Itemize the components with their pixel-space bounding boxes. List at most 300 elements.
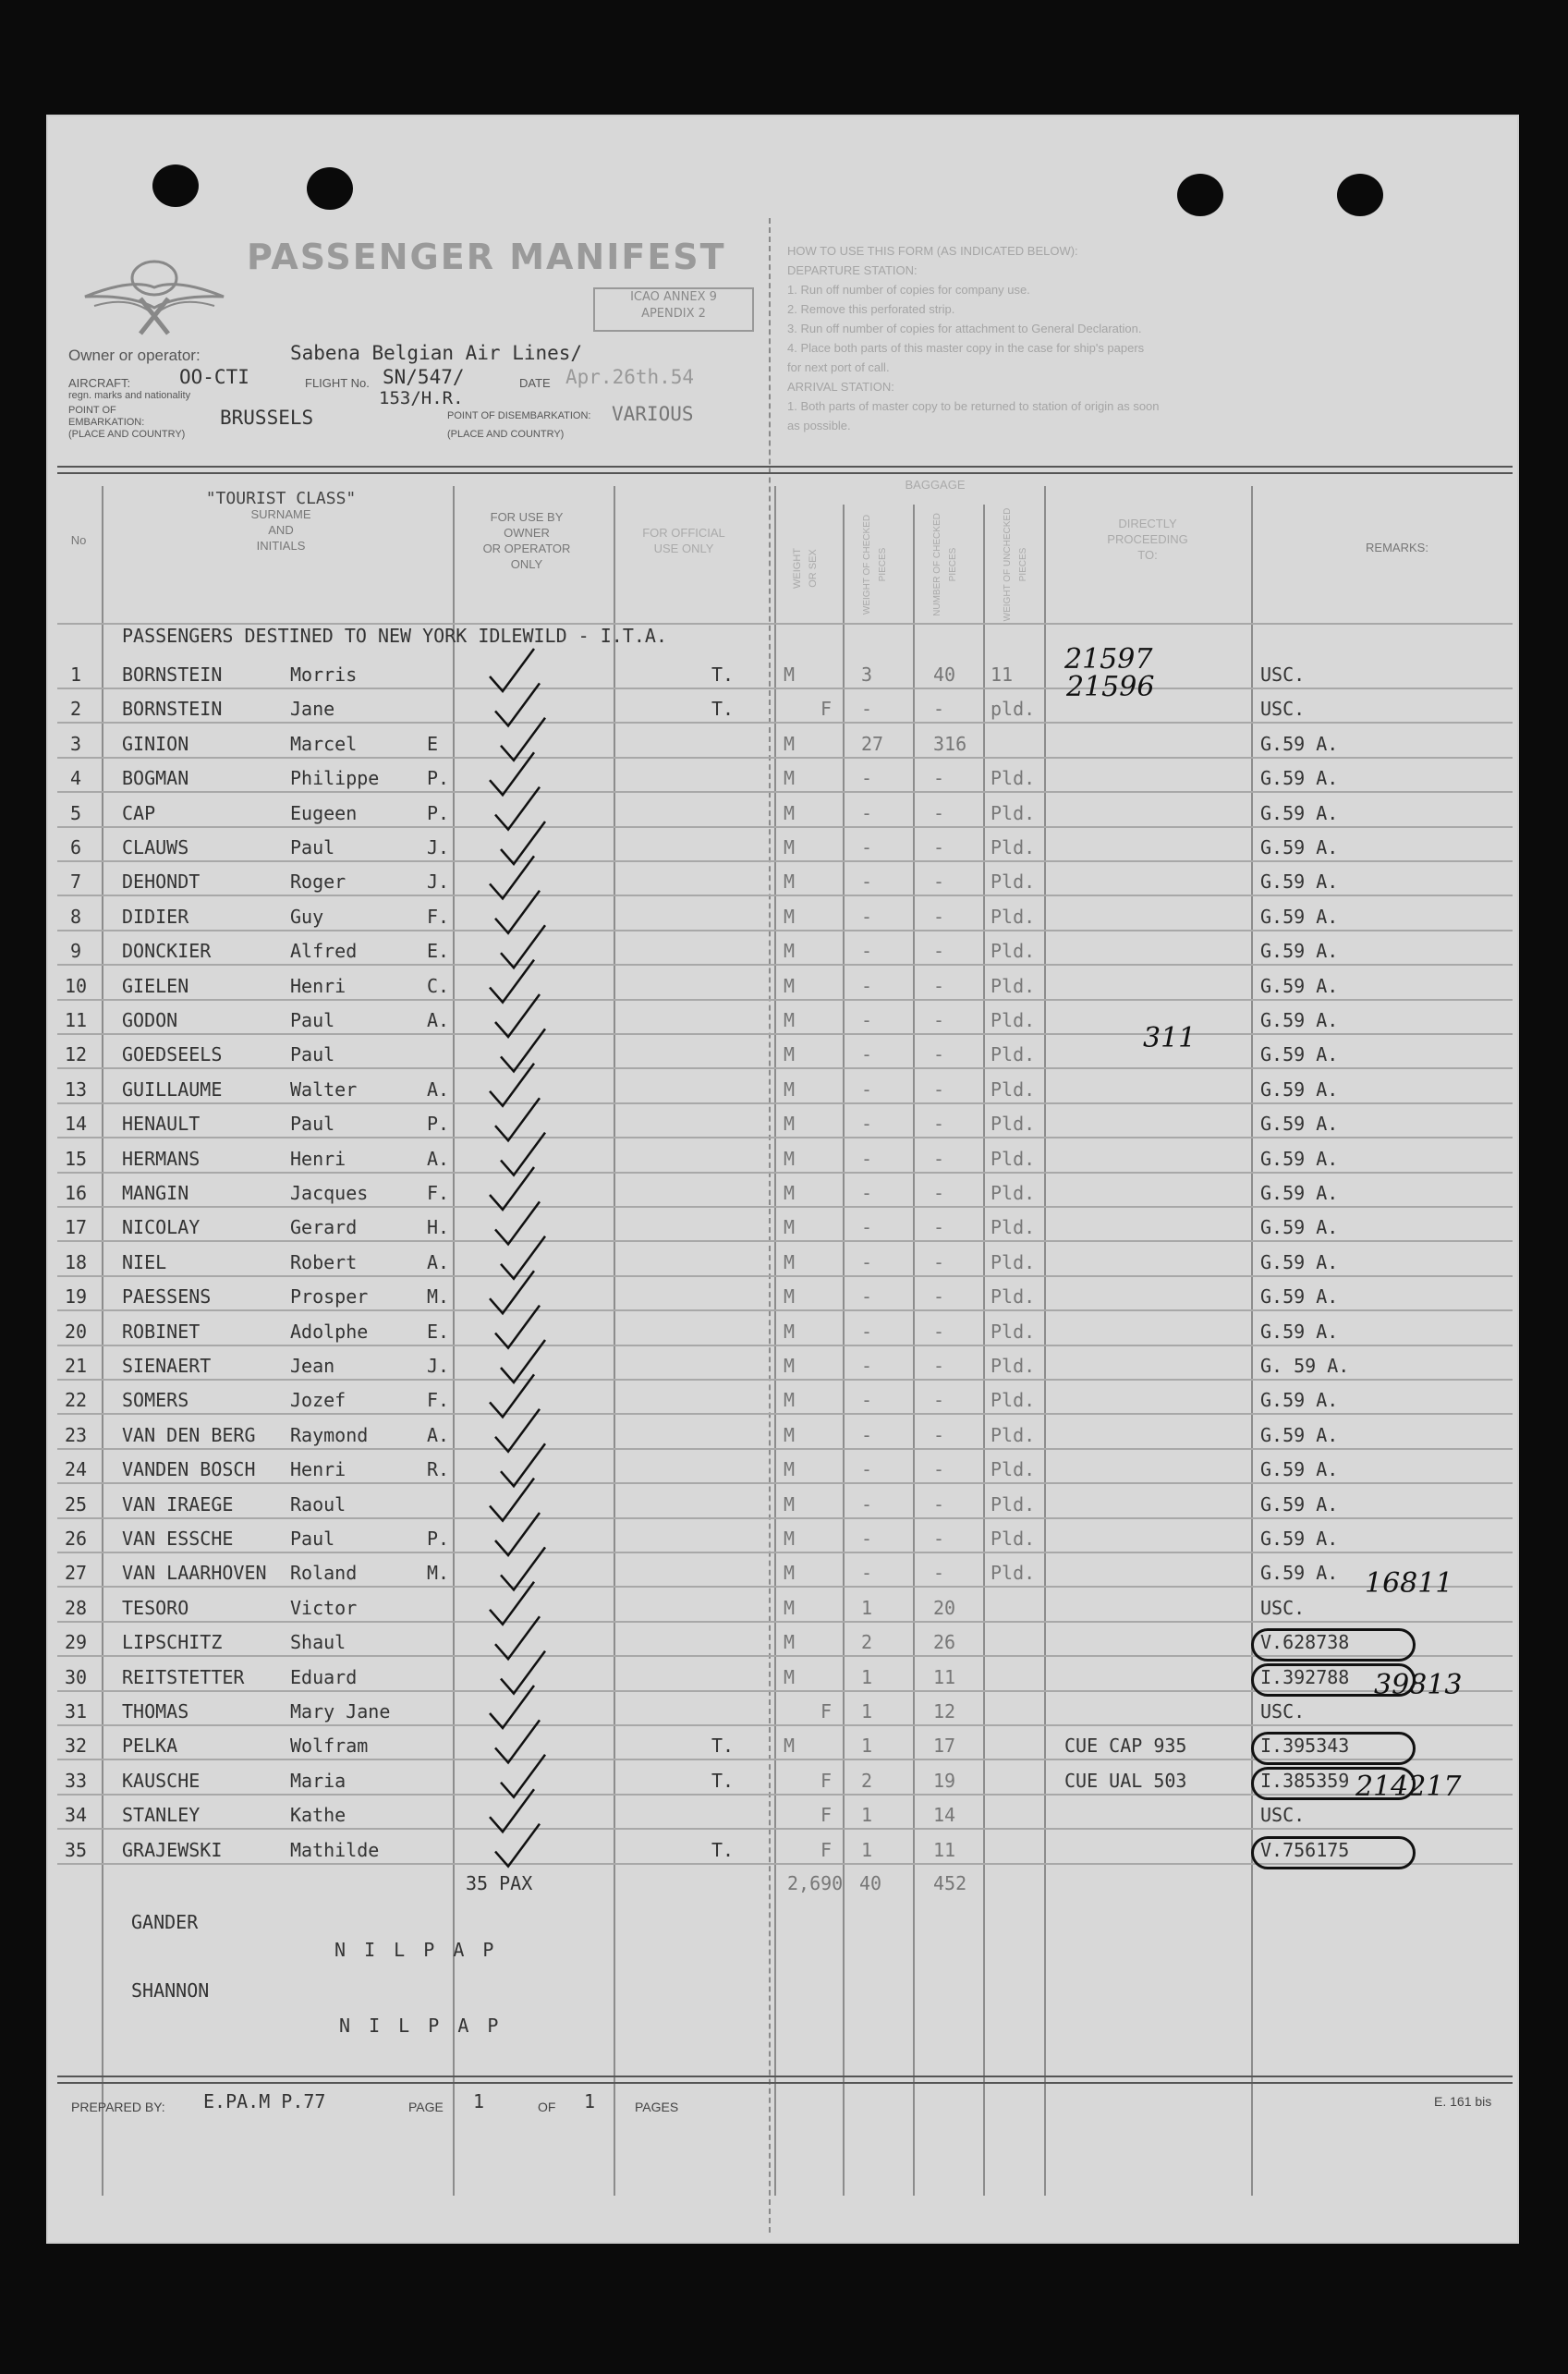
bag-checked: - <box>861 1285 873 1309</box>
remark: G.59 A. <box>1260 1528 1339 1550</box>
prepared-label: PREPARED BY: <box>71 2100 165 2114</box>
bag-unchecked: Pld. <box>991 974 1036 997</box>
passenger-no: 22 <box>64 1389 88 1412</box>
icao-annex-box: ICAO ANNEX 9 APENDIX 2 <box>593 287 754 332</box>
passenger-initial: P. <box>427 1528 450 1550</box>
passenger-surname: NIEL <box>122 1250 167 1273</box>
bag-pieces: - <box>933 836 945 858</box>
page-value: 1 <box>473 2090 485 2112</box>
passenger-firstname: Alfred <box>290 940 358 963</box>
passenger-surname: MANGIN <box>122 1182 189 1204</box>
section-heading: PASSENGERS DESTINED TO NEW YORK IDLEWILD - I.T.A. <box>122 625 668 647</box>
sex-male: M <box>784 1631 796 1654</box>
passenger-surname: BOGMAN <box>122 767 189 790</box>
bag-checked: - <box>861 1320 873 1343</box>
passenger-surname: HERMANS <box>122 1147 201 1170</box>
bag-checked: - <box>861 1009 873 1031</box>
remark: I.395343 <box>1260 1735 1350 1758</box>
passenger-no: 21 <box>64 1355 88 1377</box>
passenger-no: 13 <box>64 1077 88 1101</box>
passenger-firstname: Henri <box>290 1458 346 1481</box>
passenger-no: 29 <box>64 1631 88 1654</box>
passenger-firstname: Roland <box>290 1562 358 1585</box>
passenger-initial: J. <box>427 836 450 858</box>
sex-male: M <box>784 1562 796 1585</box>
sex-male: M <box>784 1355 796 1377</box>
remark: USC. <box>1260 1596 1306 1619</box>
sex-male: M <box>784 801 796 824</box>
passenger-firstname: Wolfram <box>290 1735 369 1758</box>
bag-pieces: - <box>933 1250 945 1273</box>
bag-unchecked: Pld. <box>991 1147 1036 1170</box>
passenger-surname: CAP <box>122 801 156 824</box>
col-bag-pieces: NUMBER OF CHECKED PIECES <box>932 513 958 616</box>
remark: G.59 A. <box>1260 1389 1339 1412</box>
passenger-no: 19 <box>64 1285 88 1309</box>
bag-checked: - <box>861 1423 873 1446</box>
disembark-label: POINT OF DISEMBARKATION: <box>447 410 591 421</box>
aircraft-value: OO-CTI <box>179 366 249 388</box>
sex-male: M <box>784 1528 796 1550</box>
bag-pieces: 40 <box>933 664 956 686</box>
passenger-firstname: Kathe <box>290 1804 346 1827</box>
remark: G.59 A. <box>1260 974 1339 997</box>
passenger-surname: VAN LAARHOVEN <box>122 1562 267 1585</box>
passenger-firstname: Adolphe <box>290 1320 369 1343</box>
col-directly: DIRECTLY PROCEEDING TO: <box>1107 517 1188 562</box>
remark: V.756175 <box>1260 1838 1350 1861</box>
handwritten-note: 16811 <box>1365 1567 1453 1600</box>
remark: G.59 A. <box>1260 1147 1339 1170</box>
handwritten-note: 214217 <box>1355 1771 1462 1803</box>
flight-value: SN/547/ <box>383 366 465 388</box>
passenger-firstname: Shaul <box>290 1631 346 1654</box>
check-marks <box>48 116 1517 2242</box>
total-pieces: 40 <box>859 1872 882 1894</box>
passenger-surname: BORNSTEIN <box>122 698 223 721</box>
sex-male: M <box>784 1389 796 1412</box>
remark: G.59 A. <box>1260 1009 1339 1031</box>
stop-gander-note: N I L P A P <box>334 1939 498 1961</box>
remark: I.392788 <box>1260 1665 1350 1688</box>
bag-unchecked: Pld. <box>991 1458 1036 1481</box>
passenger-initial: A. <box>427 1077 450 1101</box>
official-mark: T. <box>711 1838 735 1861</box>
passenger-no: 18 <box>64 1250 88 1273</box>
flight-extra: 153/H.R. <box>379 388 464 408</box>
passenger-initial: F. <box>427 1389 450 1412</box>
remark: G.59 A. <box>1260 732 1339 755</box>
passenger-initial: F. <box>427 905 450 928</box>
passenger-surname: NICOLAY <box>122 1216 201 1239</box>
remark: G.59 A. <box>1260 905 1339 928</box>
passenger-no: 10 <box>64 974 88 997</box>
disembark-value: VARIOUS <box>612 403 694 425</box>
bag-checked: - <box>861 1458 873 1481</box>
passenger-surname: DEHONDT <box>122 870 201 894</box>
passenger-surname: VAN ESSCHE <box>122 1528 234 1550</box>
passenger-no: 6 <box>69 836 82 858</box>
bag-unchecked: Pld. <box>991 1216 1036 1239</box>
passenger-initial: A. <box>427 1009 450 1031</box>
passenger-no: 24 <box>64 1458 88 1481</box>
passenger-no: 5 <box>69 801 82 824</box>
passenger-firstname: Marcel <box>290 732 358 755</box>
bag-unchecked: 11 <box>991 664 1014 686</box>
sex-female: F <box>820 698 833 721</box>
sex-male: M <box>784 732 796 755</box>
passenger-initial: J. <box>427 870 450 894</box>
bag-pieces: 11 <box>933 1838 956 1861</box>
bag-unchecked: Pld. <box>991 1009 1036 1031</box>
col-owner-use: FOR USE BY OWNER OR OPERATOR ONLY <box>482 510 571 571</box>
embark-value: BRUSSELS <box>220 407 314 429</box>
bag-checked: - <box>861 1562 873 1585</box>
manifest-title: PASSENGER MANIFEST <box>247 237 726 277</box>
passenger-initial: A. <box>427 1147 450 1170</box>
embark-sub: (PLACE AND COUNTRY) <box>68 429 186 440</box>
bag-checked: - <box>861 698 873 721</box>
passenger-no: 23 <box>64 1423 88 1446</box>
sex-male: M <box>784 1147 796 1170</box>
passenger-firstname: Mary Jane <box>290 1700 391 1723</box>
bag-pieces: - <box>933 1320 945 1343</box>
passenger-surname: TESORO <box>122 1596 189 1619</box>
bag-checked: - <box>861 1216 873 1239</box>
passenger-initial: E. <box>427 1320 450 1343</box>
remark: G.59 A. <box>1260 1216 1339 1239</box>
remark: USC. <box>1260 1700 1306 1723</box>
official-mark: T. <box>711 664 735 686</box>
passenger-firstname: Paul <box>290 1113 335 1136</box>
passenger-firstname: Raoul <box>290 1492 346 1516</box>
total-pax: 35 PAX <box>466 1872 533 1894</box>
remark: G.59 A. <box>1260 940 1339 963</box>
total-unchecked: 452 <box>933 1872 967 1894</box>
passenger-firstname: Eduard <box>290 1665 358 1688</box>
passenger-firstname: Victor <box>290 1596 358 1619</box>
remark: G.59 A. <box>1260 1320 1339 1343</box>
passenger-firstname: Gerard <box>290 1216 358 1239</box>
official-mark: T. <box>711 1735 735 1758</box>
passenger-firstname: Henri <box>290 974 346 997</box>
bag-checked: - <box>861 974 873 997</box>
col-baggage: BAGGAGE <box>905 478 966 492</box>
passenger-no: 2 <box>69 698 82 721</box>
form-code: E. 161 bis <box>1434 2094 1492 2109</box>
col-passenger: "TOURIST CLASS" SURNAME AND INITIALS <box>205 489 357 553</box>
bag-unchecked: Pld. <box>991 767 1036 790</box>
bag-pieces: - <box>933 940 945 963</box>
bag-checked: 2 <box>861 1769 873 1792</box>
passenger-firstname: Roger <box>290 870 346 894</box>
sex-female: F <box>820 1769 833 1792</box>
passenger-no: 11 <box>64 1009 88 1031</box>
sex-male: M <box>784 1320 796 1343</box>
bag-checked: - <box>861 1182 873 1204</box>
bag-checked: - <box>861 1492 873 1516</box>
sex-male: M <box>784 836 796 858</box>
passenger-surname: GOEDSEELS <box>122 1043 223 1066</box>
passenger-no: 33 <box>64 1769 88 1792</box>
passenger-firstname: Guy <box>290 905 324 928</box>
remark: I.385359 <box>1260 1769 1350 1792</box>
passenger-no: 32 <box>64 1735 88 1758</box>
passenger-firstname: Eugeen <box>290 801 358 824</box>
bag-unchecked: Pld. <box>991 940 1036 963</box>
passenger-initial: E <box>427 732 439 755</box>
sex-male: M <box>784 1285 796 1309</box>
remark: G.59 A. <box>1260 1113 1339 1136</box>
remark: G.59 A. <box>1260 1562 1339 1585</box>
passenger-no: 27 <box>64 1562 88 1585</box>
passenger-firstname: Maria <box>290 1769 346 1792</box>
passenger-surname: REITSTETTER <box>122 1665 245 1688</box>
bag-checked: - <box>861 801 873 824</box>
passenger-no: 26 <box>64 1528 88 1550</box>
remark: G.59 A. <box>1260 1182 1339 1204</box>
remark: G.59 A. <box>1260 1077 1339 1101</box>
owner-label: Owner or operator: <box>68 347 201 364</box>
sex-male: M <box>784 1492 796 1516</box>
remark: USC. <box>1260 1804 1306 1827</box>
passenger-no: 7 <box>69 870 82 894</box>
passenger-surname: HENAULT <box>122 1113 201 1136</box>
remark: G.59 A. <box>1260 1285 1339 1309</box>
bag-unchecked: Pld. <box>991 905 1036 928</box>
passenger-no: 15 <box>64 1147 88 1170</box>
passenger-surname: THOMAS <box>122 1700 189 1723</box>
bag-pieces: - <box>933 1423 945 1446</box>
bag-pieces: - <box>933 1077 945 1101</box>
passenger-initial: M. <box>427 1562 450 1585</box>
sex-male: M <box>784 1182 796 1204</box>
sex-male: M <box>784 1665 796 1688</box>
passenger-no: 8 <box>69 905 82 928</box>
sex-male: M <box>784 1250 796 1273</box>
bag-unchecked: Pld. <box>991 1285 1036 1309</box>
passenger-no: 28 <box>64 1596 88 1619</box>
passenger-initial: A. <box>427 1423 450 1446</box>
bag-pieces: 14 <box>933 1804 956 1827</box>
bag-pieces: - <box>933 1492 945 1516</box>
instructions: HOW TO USE THIS FORM (AS INDICATED BELOW): DEPARTURE STATION: 1. Run off number of copies for company use. 2. Remove this perforated strip. 3. Run off number of copies for attachment to General Declaration. 4. Place both parts of this master copy in the case for ship's papers for next port of call. ARRIVAL STATION: 1. Both parts of master copy to be returned to station of origin as soon as possible. <box>787 244 1160 432</box>
passenger-surname: PELKA <box>122 1735 178 1758</box>
bag-unchecked: Pld. <box>991 801 1036 824</box>
sex-male: M <box>784 1596 796 1619</box>
col-bag-unchecked: WEIGHT OF UNCHECKED PIECES <box>1003 507 1028 622</box>
passenger-surname: SIENAERT <box>122 1355 212 1377</box>
bag-unchecked: Pld. <box>991 1562 1036 1585</box>
remark: USC. <box>1260 664 1306 686</box>
remark: G.59 A. <box>1260 836 1339 858</box>
sex-male: M <box>784 1009 796 1031</box>
bag-checked: 1 <box>861 1804 873 1827</box>
bag-pieces: - <box>933 1147 945 1170</box>
passenger-firstname: Walter <box>290 1077 358 1101</box>
disembark-sub: (PLACE AND COUNTRY) <box>447 429 565 440</box>
bag-pieces: - <box>933 1562 945 1585</box>
passenger-surname: GINION <box>122 732 189 755</box>
remark: G.59 A. <box>1260 801 1339 824</box>
flight-label: FLIGHT No. <box>305 376 370 390</box>
col-bag-checked: WEIGHT OF CHECKED PIECES <box>862 514 888 615</box>
passenger-no: 30 <box>64 1665 88 1688</box>
sex-female: F <box>820 1804 833 1827</box>
bag-pieces: - <box>933 974 945 997</box>
passenger-firstname: Raymond <box>290 1423 369 1446</box>
passenger-firstname: Jozef <box>290 1389 346 1412</box>
bag-pieces: 26 <box>933 1631 956 1654</box>
passenger-surname: VAN IRAEGE <box>122 1492 234 1516</box>
passenger-initial: J. <box>427 1355 450 1377</box>
bag-unchecked: Pld. <box>991 1423 1036 1446</box>
official-mark: T. <box>711 698 735 721</box>
bag-checked: 1 <box>861 1838 873 1861</box>
passenger-initial: H. <box>427 1216 450 1239</box>
bag-unchecked: Pld. <box>991 1355 1036 1377</box>
bag-pieces: - <box>933 1113 945 1136</box>
passenger-surname: STANLEY <box>122 1804 201 1827</box>
bag-pieces: 20 <box>933 1596 956 1619</box>
bag-unchecked: Pld. <box>991 1113 1036 1136</box>
remark: G.59 A. <box>1260 767 1339 790</box>
bag-checked: - <box>861 870 873 894</box>
bag-unchecked: Pld. <box>991 836 1036 858</box>
bag-pieces: 316 <box>933 732 967 755</box>
bag-unchecked: Pld. <box>991 1320 1036 1343</box>
passenger-firstname: Prosper <box>290 1285 369 1309</box>
passenger-no: 3 <box>69 732 82 755</box>
passenger-surname: VAN DEN BERG <box>122 1423 256 1446</box>
bag-pieces: - <box>933 1285 945 1309</box>
proceeding-to: CUE UAL 503 <box>1064 1769 1187 1792</box>
bag-checked: 2 <box>861 1631 873 1654</box>
stop-shannon-note: N I L P A P <box>339 2015 503 2037</box>
passenger-initial: F. <box>427 1182 450 1204</box>
bag-pieces: - <box>933 905 945 928</box>
regn-label: regn. marks and nationality <box>68 390 191 401</box>
sex-male: M <box>784 664 796 686</box>
bag-checked: - <box>861 1389 873 1412</box>
passenger-initial: P. <box>427 801 450 824</box>
bag-pieces: - <box>933 1182 945 1204</box>
of-value: 1 <box>584 2090 596 2112</box>
passenger-firstname: Paul <box>290 1528 335 1550</box>
passenger-initial: R. <box>427 1458 450 1481</box>
date-label: DATE <box>519 376 551 390</box>
bag-pieces: 11 <box>933 1665 956 1688</box>
remark: USC. <box>1260 698 1306 721</box>
official-mark: T. <box>711 1769 735 1792</box>
sex-male: M <box>784 940 796 963</box>
bag-pieces: - <box>933 1528 945 1550</box>
col-remarks: REMARKS: <box>1366 541 1428 554</box>
bag-pieces: - <box>933 1009 945 1031</box>
passenger-initial: C. <box>427 974 450 997</box>
proceeding-to: CUE CAP 935 <box>1064 1735 1187 1758</box>
passenger-firstname: Philippe <box>290 767 380 790</box>
bag-unchecked: Pld. <box>991 1492 1036 1516</box>
check-mark <box>490 649 534 691</box>
passenger-surname: ROBINET <box>122 1320 201 1343</box>
sex-male: M <box>784 1043 796 1066</box>
sex-male: M <box>784 767 796 790</box>
stop-gander: GANDER <box>131 1911 199 1933</box>
pages-label: PAGES <box>635 2100 679 2114</box>
bag-pieces: 19 <box>933 1769 956 1792</box>
bag-pieces: - <box>933 698 945 721</box>
bag-pieces: - <box>933 870 945 894</box>
passenger-firstname: Jean <box>290 1355 335 1377</box>
handwritten-note: 311 <box>1143 1022 1197 1054</box>
passenger-surname: GIELEN <box>122 974 189 997</box>
remark: G. 59 A. <box>1260 1355 1350 1377</box>
passenger-surname: LIPSCHITZ <box>122 1631 223 1654</box>
bag-unchecked: pld. <box>991 698 1036 721</box>
date-value: Apr.26th.54 <box>565 366 695 388</box>
sex-male: M <box>784 1458 796 1481</box>
bag-pieces: - <box>933 1043 945 1066</box>
sex-male: M <box>784 1077 796 1101</box>
passenger-initial: E. <box>427 940 450 963</box>
sex-male: M <box>784 974 796 997</box>
passenger-no: 9 <box>69 940 82 963</box>
passenger-surname: PAESSENS <box>122 1285 212 1309</box>
bag-checked: - <box>861 1043 873 1066</box>
passenger-initial: A. <box>427 1250 450 1273</box>
passenger-surname: VANDEN BOSCH <box>122 1458 256 1481</box>
sex-male: M <box>784 870 796 894</box>
bag-checked: 1 <box>861 1700 873 1723</box>
passenger-surname: SOMERS <box>122 1389 189 1412</box>
bag-unchecked: Pld. <box>991 1182 1036 1204</box>
bag-checked: - <box>861 767 873 790</box>
remark: G.59 A. <box>1260 870 1339 894</box>
bag-pieces: - <box>933 1389 945 1412</box>
bag-checked: 27 <box>861 732 884 755</box>
passenger-no: 12 <box>64 1043 88 1066</box>
passenger-firstname: Jane <box>290 698 335 721</box>
bag-unchecked: Pld. <box>991 1250 1036 1273</box>
sex-female: F <box>820 1838 833 1861</box>
passenger-no: 34 <box>64 1804 88 1827</box>
passenger-firstname: Paul <box>290 1043 335 1066</box>
bag-checked: 1 <box>861 1665 873 1688</box>
sex-male: M <box>784 1216 796 1239</box>
sex-male: M <box>784 1423 796 1446</box>
passenger-firstname: Paul <box>290 836 335 858</box>
bag-checked: - <box>861 940 873 963</box>
col-no: No <box>70 533 87 547</box>
bag-pieces: 12 <box>933 1700 956 1723</box>
bag-checked: - <box>861 1113 873 1136</box>
passenger-surname: KAUSCHE <box>122 1769 201 1792</box>
passenger-no: 16 <box>64 1182 88 1204</box>
bag-pieces: - <box>933 767 945 790</box>
sex-male: M <box>784 1735 796 1758</box>
bag-checked: - <box>861 836 873 858</box>
bag-unchecked: Pld. <box>991 1043 1036 1066</box>
aircraft-label: AIRCRAFT: <box>68 376 131 390</box>
bag-pieces: - <box>933 1458 945 1481</box>
col-weight: WEIGHT OR SEX <box>792 548 819 589</box>
bag-checked: - <box>861 1528 873 1550</box>
passenger-initial: P. <box>427 767 450 790</box>
handwritten-note: 21597 <box>1064 643 1153 676</box>
passenger-firstname: Mathilde <box>290 1838 380 1861</box>
bag-unchecked: Pld. <box>991 1389 1036 1412</box>
